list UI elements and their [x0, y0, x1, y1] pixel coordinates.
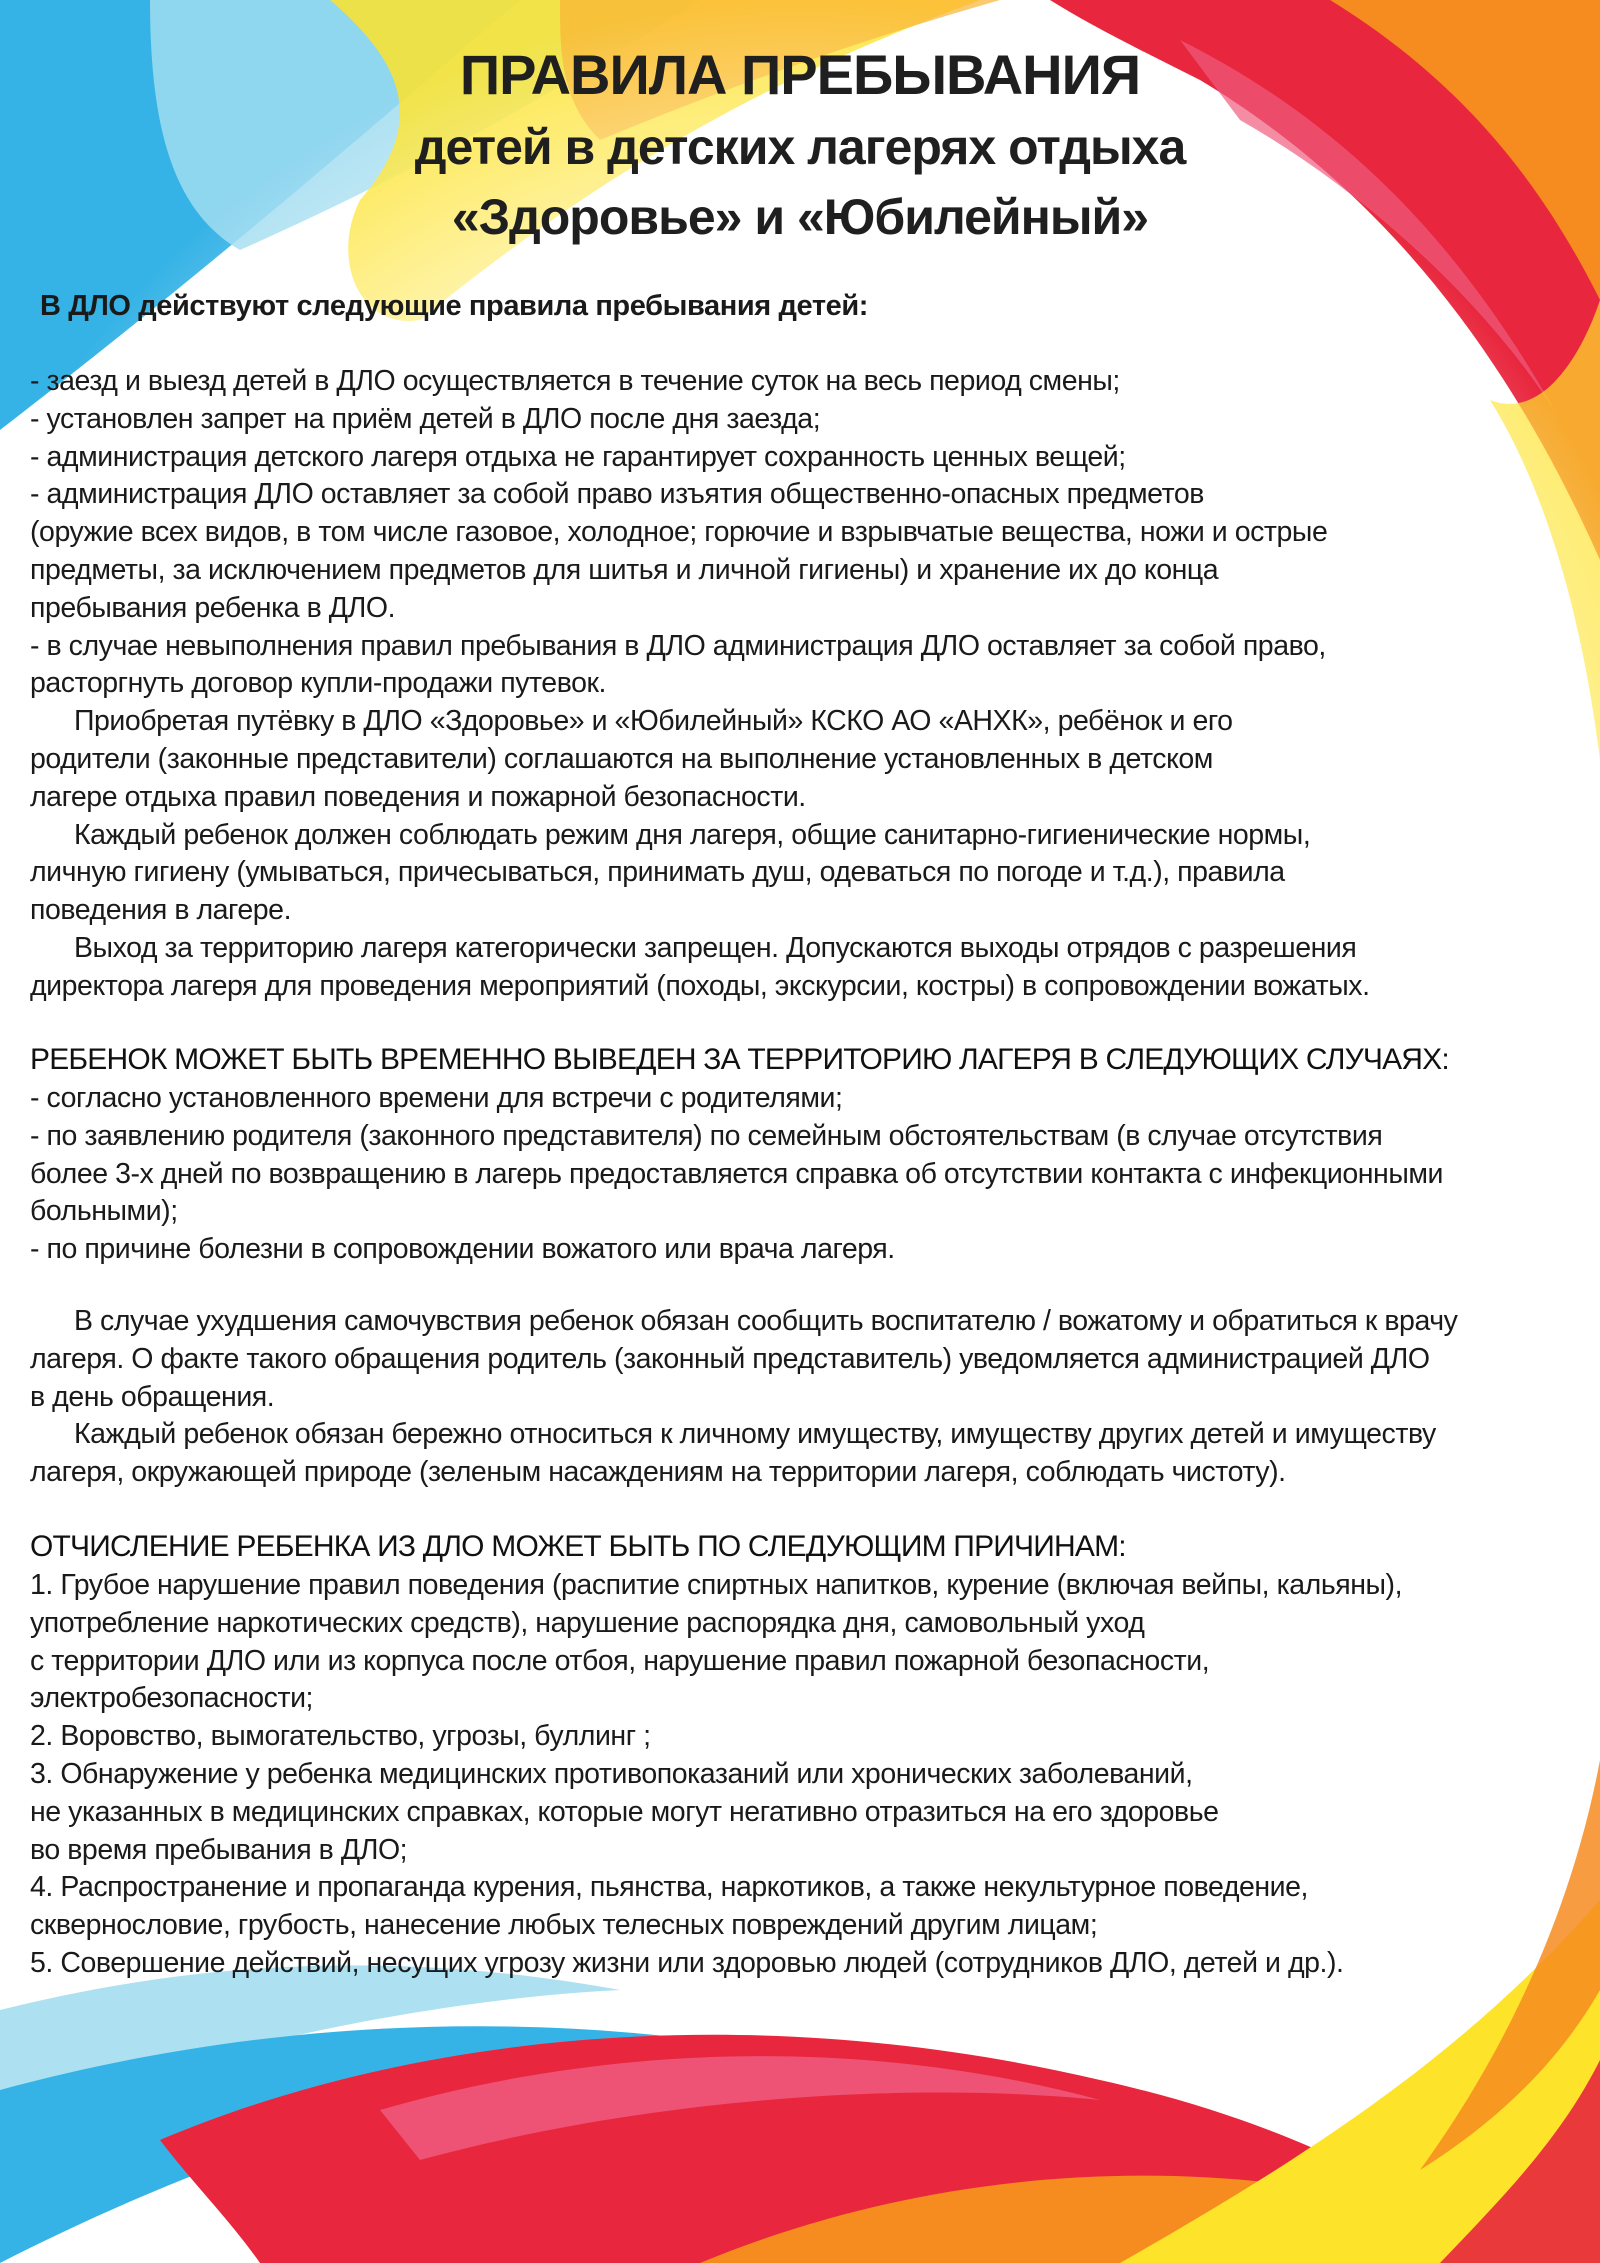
expulsion-line: сквернословие, грубость, нанесение любых телесных повреждений другим лицам; [30, 1909, 1098, 1942]
rule-line: Каждый ребенок должен соблюдать режим дня лагеря, общие санитарно-гигиенические нормы, [74, 818, 1311, 851]
rule-line: директора лагеря для проведения мероприятий (походы, экскурсии, костры) в сопровождении вожатых. [30, 969, 1370, 1002]
poster-title-line1: ПРАВИЛА ПРЕБЫВАНИЯ [459, 43, 1141, 106]
leave-line: - по причине болезни в сопровождении вожатого или врача лагеря. [30, 1233, 895, 1266]
rule-line: пребывания ребенка в ДЛО. [30, 591, 396, 624]
poster-title-line2: детей в детских лагерях отдыха [414, 119, 1186, 175]
rule-line: Выход за территорию лагеря категорически запрещен. Допускаются выходы отрядов с разрешения [74, 931, 1357, 964]
rule-line: - установлен запрет на приём детей в ДЛО после дня заезда; [30, 402, 821, 435]
expulsion-line: во время пребывания в ДЛО; [30, 1833, 408, 1866]
health-line: лагеря. О факте такого обращения родитель (законный представитель) уведомляется администрацией ДЛО [30, 1342, 1430, 1375]
rule-line: предметы, за исключением предметов для шитья и личной гигиены) и хранение их до конца [30, 553, 1219, 586]
temporary-leave-section [30, 1040, 1585, 1269]
rule-line: - заезд и выезд детей в ДЛО осуществляется в течение суток на весь период смены; [30, 365, 1120, 397]
expulsion-line: не указанных в медицинских справках, которые могут негативно отразиться на его здоровье [30, 1795, 1219, 1828]
expulsion-line: 3. Обнаружение у ребенка медицинских противопоказаний или хронических заболеваний, [30, 1757, 1193, 1790]
leave-line: - по заявлению родителя (законного представителя) по семейным обстоятельствам (в случае отсутствия [30, 1119, 1383, 1152]
health-line: В случае ухудшения самочувствия ребенок обязан сообщить воспитателю / вожатому и обратиться к врачу [74, 1305, 1458, 1337]
expulsion-heading: ОТЧИСЛЕНИЕ РЕБЕНКА ИЗ ДЛО МОЖЕТ БЫТЬ ПО СЛЕДУЮЩИМ ПРИЧИНАМ: [30, 1530, 1126, 1563]
expulsion-section [30, 1527, 1585, 1983]
leave-line: - согласно установленного времени для встречи с родителями; [30, 1082, 843, 1114]
intro-heading: В ДЛО действуют следующие правила пребывания детей: [40, 290, 869, 322]
expulsion-line: употребление наркотических средств), нарушение распорядка дня, самовольный уход [30, 1606, 1145, 1639]
expulsion-line: 5. Совершение действий, несущих угрозу жизни или здоровью людей (сотрудников ДЛО, детей и др.). [30, 1946, 1344, 1979]
rule-line: - администрация детского лагеря отдыха не гарантирует сохранность ценных вещей; [30, 440, 1126, 473]
rule-line: - администрация ДЛО оставляет за собой право изъятия общественно-опасных предметов [30, 478, 1204, 511]
rule-line: родители (законные представители) соглашаются на выполнение установленных в детском [30, 742, 1213, 775]
health-line: лагеря, окружающей природе (зеленым насаждениям на территории лагеря, соблюдать чистоту). [30, 1456, 1286, 1489]
rule-line: - в случае невыполнения правил пребывания в ДЛО администрация ДЛО оставляет за собой право, [30, 629, 1326, 662]
health-section [30, 1303, 1585, 1492]
rule-line: (оружие всех видов, в том числе газовое, холодное; горючие и взрывчатые вещества, ножи и острые [30, 516, 1328, 549]
rule-line: поведения в лагере. [30, 894, 292, 927]
leave-line: больными); [30, 1195, 178, 1228]
rule-line: лагере отдыха правил поведения и пожарной безопасности. [30, 780, 806, 813]
rules-section [30, 363, 1585, 1006]
expulsion-line: электробезопасности; [30, 1682, 314, 1715]
rule-line: личную гигиену (умываться, причесываться, принимать душ, одеваться по погоде и т.д.), правила [30, 856, 1285, 889]
expulsion-line: с территории ДЛО или из корпуса после отбоя, нарушение правил пожарной безопасности, [30, 1644, 1210, 1677]
expulsion-line: 4. Распространение и пропаганда курения, пьянства, наркотиков, а также некультурное поведение, [30, 1871, 1309, 1904]
health-line: в день обращения. [30, 1380, 275, 1413]
expulsion-line: 2. Воровство, вымогательство, угрозы, буллинг ; [30, 1720, 651, 1753]
rule-line: расторгнуть договор купли-продажи путевок. [30, 667, 606, 700]
health-line: Каждый ребенок обязан бережно относиться к личному имуществу, имуществу других детей и имуществу [74, 1418, 1436, 1451]
leave-line: более 3-х дней по возвращению в лагерь предоставляется справка об отсутствии контакта с инфекционными [30, 1157, 1443, 1190]
temporary-leave-heading: РЕБЕНОК МОЖЕТ БЫТЬ ВРЕМЕННО ВЫВЕДЕН ЗА ТЕРРИТОРИЮ ЛАГЕРЯ В СЛЕДУЮЩИХ СЛУЧАЯХ: [30, 1043, 1449, 1076]
expulsion-line: 1. Грубое нарушение правил поведения (распитие спиртных напитков, курение (включая вейпы, кальяны), [30, 1569, 1403, 1601]
rule-line: Приобретая путёвку в ДЛО «Здоровье» и «Юбилейный» КСКО АО «АНХК», ребёнок и его [74, 705, 1233, 738]
poster-title-line3: «Здоровье» и «Юбилейный» [451, 189, 1149, 245]
